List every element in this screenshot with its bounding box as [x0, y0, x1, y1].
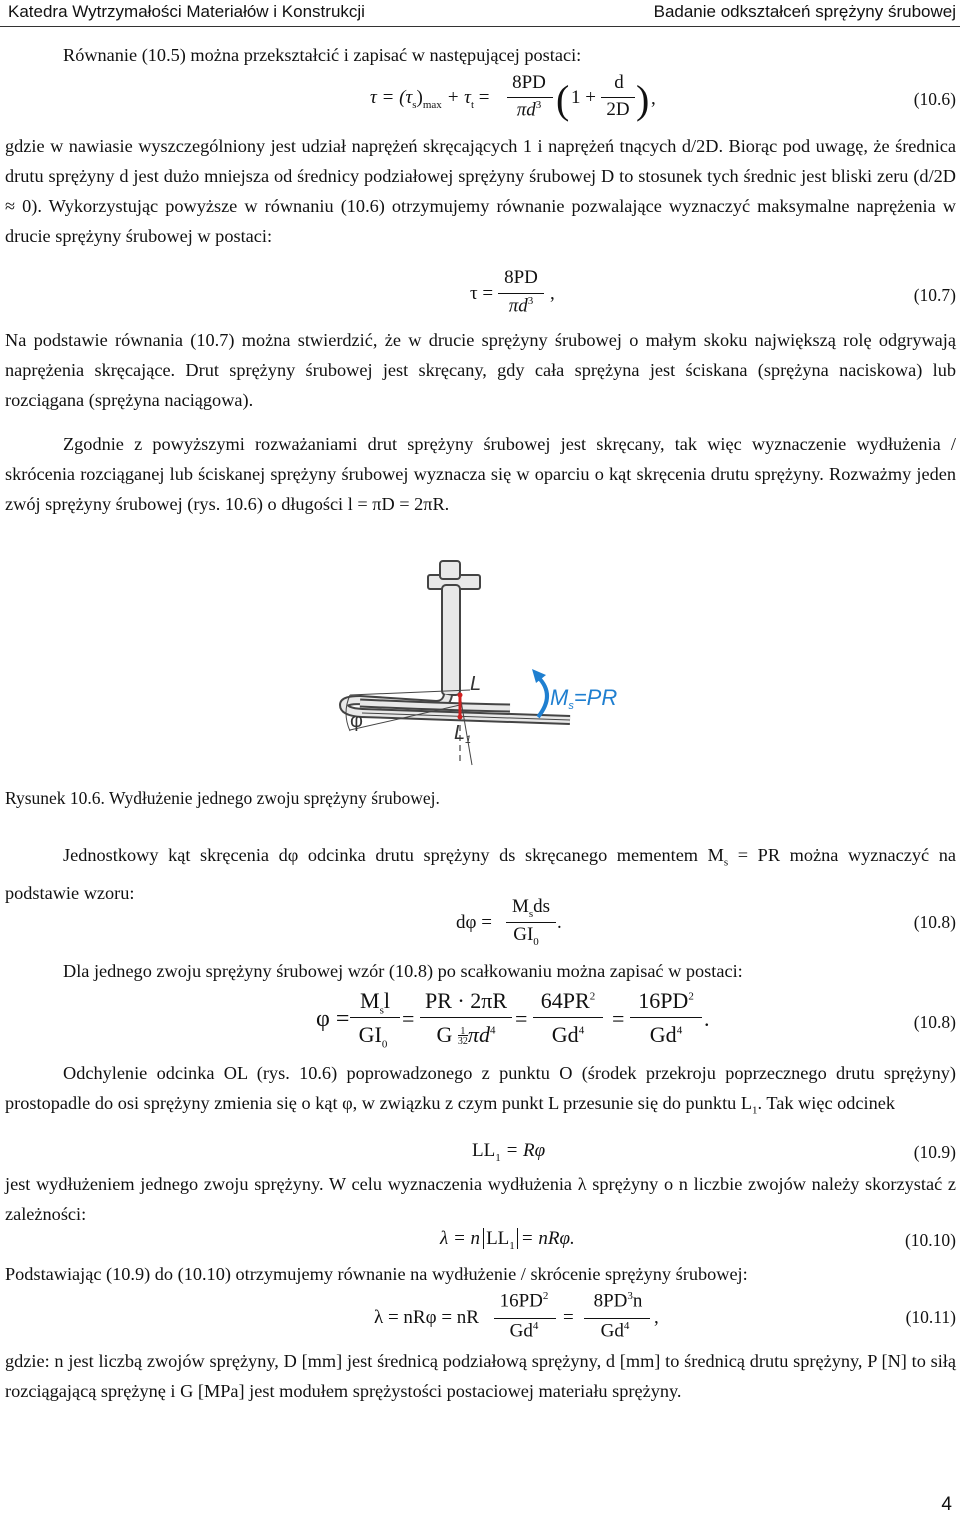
spring-coil-figure: [320, 555, 640, 770]
paragraph-symbols: gdzie: n jest liczbą zwojów sprężyny, D [mm] jest średnicą podziałową sprężyny, d [mm] to średnicą drutu sprężyny, P [N] to siłą rozciągającą sprężynę i G [MPa] jest modułem sprężystości postaciowej materiału sprężyny.: [5, 1351, 956, 1401]
paragraph-coil-analysis: Zgodnie z powyższymi rozważaniami drut sprężyny śrubowej jest skręcany, tak więc wyznaczenie wydłużenia / skrócenia rozciąganej lub ściskanej sprężyny śrubowej wyznacza się w oparciu o kąt skręcenia drutu sprężyny. Rozważmy jeden zwój sprężyny śrubowej (rys. 10.6) o długości l = πD = 2πR.: [5, 434, 956, 514]
paragraph-substitution: Podstawiając (10.9) do (10.10) otrzymujemy równanie na wydłużenie / skrócenie sprężyny śrubowej:: [5, 1264, 748, 1284]
header-topic: Badanie odkształceń sprężyny śrubowej: [653, 2, 956, 21]
paragraph-deflection: Odchylenie odcinka OL (rys. 10.6) poprowadzonego z punktu O (środek przekroju poprzecznego drutu sprężyny) prostopadle do osi sprężyny zmienia się o kąt φ, w związku z czym punkt L przesunie się do punktu $L_1$. Tak więc odcinek: [5, 1063, 956, 1117]
page-number: 4: [941, 1494, 952, 1515]
paragraph-elongation: jest wydłużeniem jednego zwoju sprężyny. W celu wyznaczenia wydłużenia λ sprężyny o n liczbie zwojów należy skorzystać z zależności:: [5, 1174, 956, 1224]
header-department: Katedra Wytrzymałości Materiałów i Konstrukcji: [8, 2, 365, 21]
paragraph-torsion-role: Na podstawie równania (10.7) można stwierdzić, że w drucie sprężyny śrubowej o małym skoku największą rolę odgrywają naprężenia skręcające. Drut sprężyny śrubowej jest skręcany, gdy cała sprężyna jest ściskana (sprężyna naciskowa) lub rozciągana (sprężyna naciągowa).: [5, 330, 956, 410]
vertical-wire: [442, 585, 460, 695]
phi-label: φ: [350, 710, 363, 732]
running-header: [0, 0, 960, 27]
L-label: L: [470, 673, 482, 695]
paragraph-stress-explanation: gdzie w nawiasie wyszczególniony jest udział naprężeń skręcających 1 i naprężeń tnących d/2D. Biorąc pod uwagę, że średnica drutu sprężyny d jest dużo mniejsza od średnicy podziałowej sprężyny śrubowej D to stosunek tych średnic jest bliski zeru (d/2D ≈ 0). Wykorzystując powyższe w równaniu (10.6) otrzymujemy równanie pozwalające wyznaczyć maksymalne naprężenia w drucie sprężyny śrubowej w postaci:: [5, 136, 956, 246]
paragraph-unit-angle: Jednostkowy kąt skręcenia dφ odcinka drutu sprężyny ds skręcanego mementem $M_s$ = PR można wyznaczyć na podstawie wzoru:: [5, 845, 957, 903]
paragraph-integration: Dla jednego zwoju sprężyny śrubowej wzór (10.8) po scałkowaniu można zapisać w postaci:: [63, 961, 743, 981]
figure-caption: Rysunek 10.6. Wydłużenie jednego zwoju sprężyny śrubowej.: [5, 788, 440, 808]
clamp-top: [440, 561, 460, 579]
torque-arrow: [538, 677, 547, 717]
paragraph-intro: Równanie (10.5) można przekształcić i zapisać w następującej postaci:: [63, 45, 582, 65]
L1-label: $L_1$: [454, 722, 472, 746]
moment-label: Ms=PR: [550, 685, 618, 712]
